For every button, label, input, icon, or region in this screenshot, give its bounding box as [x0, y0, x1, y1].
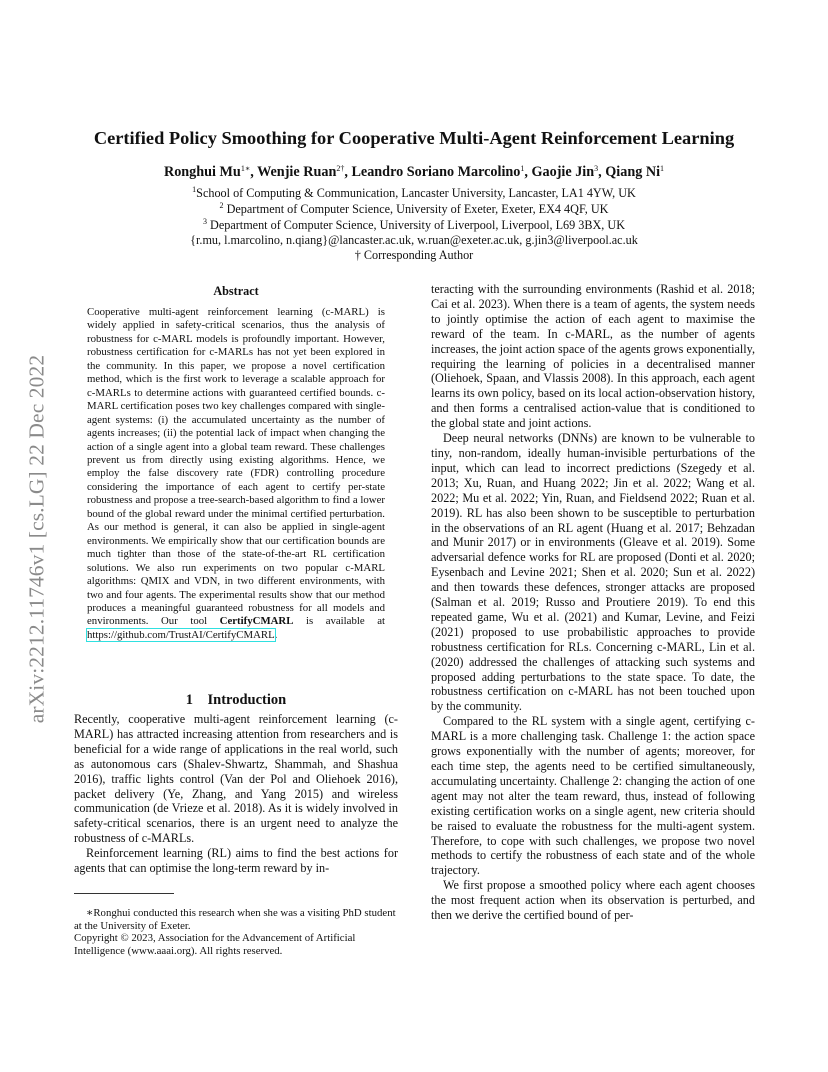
section-heading-introduction: 1 Introduction	[185, 692, 287, 708]
author: Qiang Ni	[605, 164, 661, 180]
footnotes	[74, 907, 398, 957]
footnote-rule	[74, 893, 174, 894]
author-list: Ronghui $Mu^{1∗}$, Wenjie Ruan$^{2\dagger}$, Leandro Soriano Marcolino$^1$, Gaojie Jin$^3$, Qiang Ni$^1$	[163, 164, 665, 180]
paragraph: Recently, cooperative multi-agent reinforcement learning (c-MARL) has attracted increasing attention from researchers and is beneficial for a wide range of applications in the real world, such as autonomous cars (Shalev-Shwartz, Shammah, and Shashua 2016), traffic lights control (Van der Pol and Oliehoek 2016), packet delivery (Ye, Zhang, and Yang 2015) and wireless communication (de Vrieze et al. 2018). As it is widely involved in safety-critical scenarios, there is an urgent need to analyze the robustness of c-MARLs.	[74, 712, 398, 846]
copyright-notice: Copyright © 2023, Association for the Advancement of Artificial Intelligence (www.aaai.org). All rights reserved.	[74, 932, 356, 957]
corresponding-author-note: † Corresponding Author	[354, 248, 474, 262]
arxiv-side-label: arXiv:2212.11746v1 [cs.LG] 22 Dec 2022	[24, 354, 49, 724]
paragraph: Reinforcement learning (RL) aims to find the best actions for agents that can optimise the long-term reward by in-	[74, 846, 398, 876]
paragraph: Deep neural networks (DNNs) are known to be vulnerable to tiny, non-random, ideally human-invisible perturbations of the input, which can lead to incorrect predictions (Szegedy et al. 2013; Xu, Ruan, and Huang 2022; Jin et al. 2022; Wang et al. 2022; Mu et al. 2022; Yin, Ruan, and Fieldsend 2022; Ruan et al. 2019). RL has also been shown to be susceptible to perturbation in the observations of an RL agent (Huang et al. 2017; Behzadan and Munir 2017) or in environments (Gleave et al. 2019). Some adversarial defence works for RL are proposed (Donti et al. 2020; Eysenbach and Levine 2021; Shen et al. 2020; Sun et al. 2022) and then towards these defences, stronger attacks are proposed (Salman et al. 2019; Russo and Proutiere 2019). To end this repeated game, Wu et al. (2021) and Kumar, Levine, and Feizi (2021) proposed to use probabilistic approaches to provide robustness certification for RLs. Concerning c-MARL, Lin et al. (2020) addressed the challenges of attacking such systems and proposed adding perturbations to the state space. To date, the robustness certification on c-MARL has not been touched upon by the community.	[431, 431, 755, 714]
paragraph: teracting with the surrounding environments (Rashid et al. 2018; Cai et al. 2023). When there is a team of agents, the system needs to jointly optimise the action of each agent to maximise the reward of the team. In c-MARL, as the number of agents increases, the joint action space of the agents grows exponentially, requiring the learning of policies in a decentralised manner (Oliehoek, Spaan, and Vlassis 2008). In this approach, each agent learns its own policy, based on its local action-observation history, and then forms a centralised action-value that is conditioned to the global state and joint actions.	[431, 282, 755, 431]
paper-title: Certified Policy Smoothing for Cooperative Multi-Agent Reinforcement Learning	[93, 128, 735, 148]
abstract-heading: Abstract	[213, 284, 259, 298]
paragraph: Compared to the RL system with a single agent, certifying c-MARL is a more challenging task. Challenge 1: the action space grows exponentially with the number of agents; moreover, for each time step, the agents need to be certified simultaneously, accumulating uncertainty. Challenge 2: changing the action of one agent may not alter the team reward, thus, instead of following existing certification works on a single agent, new criteria should be raised to evaluate the robustness for the multi-agent system. Therefore, to cope with such challenges, we propose two novel methods to certify the robustness of each state and of the whole trajectory.	[431, 714, 755, 878]
paragraph: We first propose a smoothed policy where each agent chooses the most frequent action when its observation is perturbed, and then we derive the certified bound of per-	[431, 878, 755, 923]
affiliation: $^3$ Department of Computer Science, University of Liverpool, Liverpool, L69 3BX, UK	[202, 217, 625, 232]
author: Ronghui Mu	[163, 164, 241, 180]
author: Wenjie Ruan	[257, 164, 337, 180]
abstract-body: Cooperative multi-agent reinforcement learning (c-MARL) is widely applied in safety-critical scenarios, thus the analysis of robustness for c-MARL models is profoundly important. However, robustness certification for c-MARLs has not yet been explored in the community. In this paper, we propose a novel certification method, which is the first work to leverage a scalable approach for c-MARLs to determine actions with guaranteed certified bounds. c-MARL certification poses two key challenges compared with single-agent systems: (i) the accumulated uncertainty as the number of agents increases; (ii) the potential lack of impact when changing the action of a single agent into a global team reward. These challenges prevent us from directly using existing algorithms. Hence, we employ the false discovery rate (FDR) controlling procedure considering the importance of each agent to certify per-state robustness and propose a tree-search-based algorithm to find a lower bound of the global reward under the minimal certified perturbation. As our method is general, it can also be applied in single-agent environments. We empirically show that our certification bounds are much tighter than those of the state-of-the-art RL certification solutions. We also run experiments on two popular c-MARL algorithms: QMIX and VDN, in two different environments, with two and four agents. The experimental results show that our method produces a meaningful guaranteed robustness for all models and environments. Our tool CertifyCMARL is available at https://github.com/TrustAI/CertifyCMARL.	[87, 306, 385, 641]
author: Gaojie Jin	[531, 164, 595, 180]
author: Leandro Soriano Marcolino	[351, 164, 521, 180]
affiliation: $^2$ Department of Computer Science, University of Exeter, Exeter, EX4 4QF, UK	[219, 201, 609, 216]
author-emails: {r.mu, l.marcolino, n.qiang}@lancaster.ac.uk, w.ruan@exeter.ac.uk, g.jin3@liverpool.ac.uk	[190, 233, 638, 247]
affiliation: $^1$School of Computing & Communication, Lancaster University, Lancaster, LA1 4YW, UK	[192, 185, 636, 200]
footnote: ∗Ronghui conducted this research when she was a visiting PhD student at the University of Exeter.	[74, 907, 396, 932]
left-column-text	[74, 712, 398, 876]
right-column-text	[431, 282, 755, 923]
code-repository-link[interactable]: https://github.com/TrustAI/CertifyCMARL	[87, 628, 275, 641]
